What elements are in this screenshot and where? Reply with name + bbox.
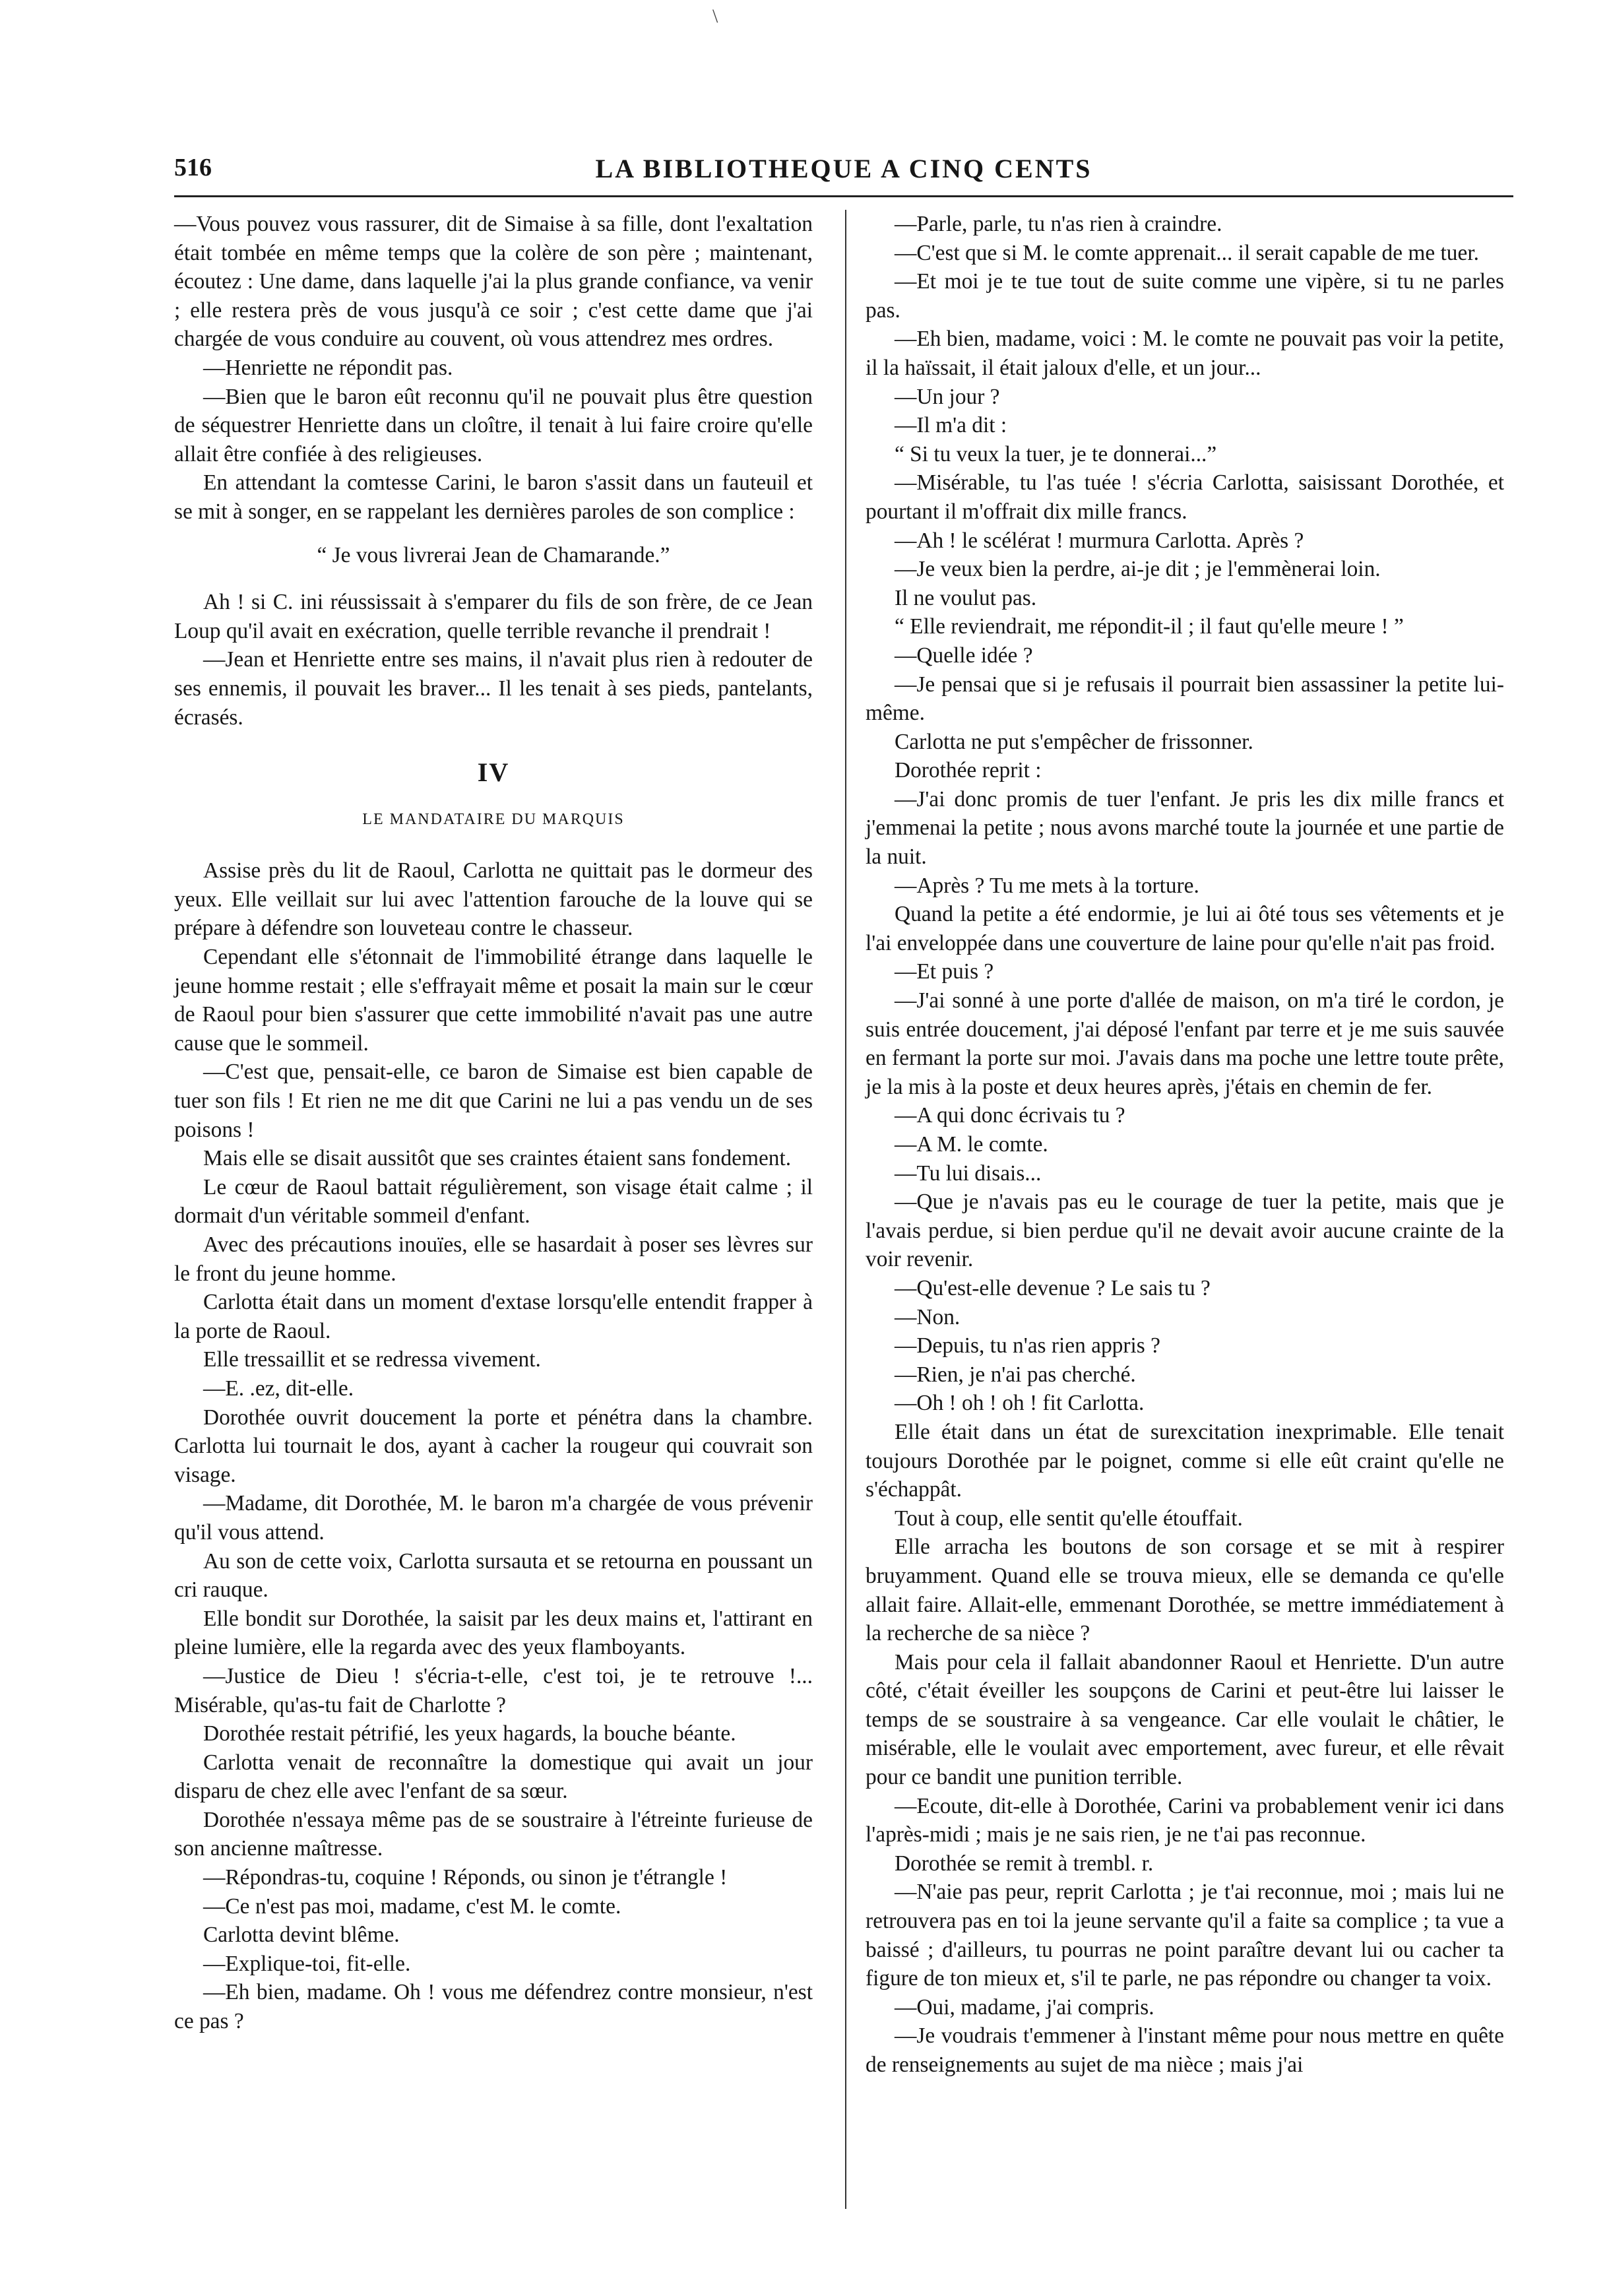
paragraph: Carlotta venait de reconnaître la domestique qui avait un jour disparu de chez elle avec l'enfant de sa sœur. — [174, 1750, 813, 1804]
running-header — [174, 153, 1513, 191]
paragraph: —Tu lui disais... — [895, 1161, 1042, 1186]
paragraph: —J'ai donc promis de tuer l'enfant. Je pris les dix mille francs et j'emmenai la petite ; nous avons marché toute la journée et une partie de la nuit. — [866, 786, 1504, 870]
paragraph: Dorothée ouvrit doucement la porte et pénétra dans la chambre. Carlotta lui tournait le dos, ayant à cacher la rougeur qui couvrait son visage. — [174, 1405, 813, 1487]
paragraph: Carlotta ne put s'empêcher de frissonner. — [895, 729, 1253, 754]
paragraph: Quand la petite a été endormie, je lui ai ôté tous ses vêtements et je l'ai enveloppée dans une couverture de laine pour qu'elle n'ait pas froid. — [866, 902, 1504, 955]
paragraph: Au son de cette voix, Carlotta sursauta et se retourna en poussant un cri rauque. — [174, 1548, 813, 1603]
paragraph: Dorothée reprit : — [895, 758, 1042, 783]
paragraph: Dorothée restait pétrifié, les yeux hagards, la bouche béante. — [203, 1721, 736, 1746]
section-title: LE MANDATAIRE DU MARQUIS — [362, 810, 625, 828]
paragraph: Elle bondit sur Dorothée, la saisit par les deux mains et, l'attirant en pleine lumière, elle la regarda avec des yeux flamboyants. — [174, 1606, 813, 1660]
paragraph: —Henriette ne répondit pas. — [203, 355, 453, 380]
paragraph: —Un jour ? — [895, 384, 1000, 409]
paragraph: —Ah ! le scélérat ! murmura Carlotta. Après ? — [895, 528, 1304, 553]
paragraph: Avec des précautions inouïes, elle se hasardait à poser ses lèvres sur le front du jeune homme. — [174, 1232, 813, 1286]
paragraph: —C'est que, pensait-elle, ce baron de Simaise est bien capable de tuer son fils ! Et rien ne me dit que Carini ne lui a pas vendu un de ses poisons ! — [174, 1060, 813, 1142]
paragraph: —A M. le comte. — [895, 1132, 1048, 1157]
page-number: 516 — [174, 154, 212, 181]
paragraph: “ Si tu veux la tuer, je te donnerai...” — [895, 441, 1217, 466]
paragraph: —Répondras-tu, coquine ! Réponds, ou sinon je t'étrangle ! — [203, 1865, 728, 1890]
paragraph: Il ne voulut pas. — [895, 585, 1037, 610]
paragraph: —Quelle idée ? — [895, 643, 1033, 668]
paragraph: —Il m'a dit : — [895, 413, 1007, 438]
paragraph: —Non. — [895, 1304, 961, 1329]
print-speck: \ — [712, 5, 718, 27]
paragraph: Mais pour cela il fallait abandonner Raoul et Henriette. D'un autre côté, c'était éveiller les soupçons de Carini et peut-être lui laisser le temps de se soustraire à sa vengeance. Car elle voulait le châtier, le misérable, elle le voulait avec emportement, avec fureur, et elle rêvait pour ce bandit une punition terrible. — [866, 1649, 1504, 1790]
paragraph: —Eh bien, madame, voici : M. le comte ne pouvait pas voir la petite, il la haïssait, il était jaloux d'elle, et un jour... — [866, 327, 1504, 380]
paragraph: —Je pensai que si je refusais il pourrait bien assassiner la petite lui-même. — [866, 672, 1504, 726]
paragraph: “ Elle reviendrait, me répondit-il ; il faut qu'elle meure ! ” — [895, 614, 1404, 639]
paragraph: —E. .ez, dit-elle. — [203, 1376, 354, 1401]
paragraph: —Vous pouvez vous rassurer, dit de Simaise à sa fille, dont l'exaltation était tombée en même temps que la colère de son père ; maintenant, écoutez : Une dame, dans laquelle j'ai la plus grande confiance, va venir ; elle restera près de vous jusqu'à ce soir ; c'est cette dame que j'ai chargée de vous conduire au couvent, où vous attendrez mes ordres. — [174, 212, 813, 352]
paragraph: —Je voudrais t'emmener à l'instant même pour nous mettre en quête de renseignements au sujet de ma nièce ; mais j'ai — [866, 2024, 1504, 2077]
paragraph: —A qui donc écrivais tu ? — [895, 1103, 1125, 1128]
paragraph: —Après ? Tu me mets à la torture. — [895, 873, 1199, 898]
paragraph: —N'aie pas peur, reprit Carlotta ; je t'ai reconnue, moi ; mais lui ne retrouvera pas en toi la jeune servante qu'il a faite sa complice ; ta vue a baissé ; d'ailleurs, tu pourras ne point paraître devant lui ou cacher ta figure de ton mieux et, s'il te parle, ne pas répondre ou changer ta voix. — [866, 1880, 1504, 1991]
section-number: IV — [477, 757, 510, 788]
paragraph: Elle arracha les boutons de son corsage et se mit à respirer bruyamment. Quand elle se trouva mieux, elle se demanda ce qu'elle allait faire. Allait-elle, emmenant Dorothée, se mettre immédiatement à la recherche de sa nièce ? — [866, 1535, 1504, 1646]
paragraph: —Depuis, tu n'as rien appris ? — [895, 1333, 1160, 1358]
paragraph: —Oui, madame, j'ai compris. — [895, 1994, 1154, 2020]
paragraph: Dorothée n'essaya même pas de se soustraire à l'étreinte furieuse de son ancienne maîtresse. — [174, 1807, 813, 1861]
paragraph: —Je veux bien la perdre, ai-je dit ; je l'emmènerai loin. — [895, 557, 1381, 582]
paragraph: Ah ! si C. ini réussissait à s'emparer du fils de son frère, de ce Jean Loup qu'il avait en exécration, quelle terrible revanche il prendrait ! — [174, 590, 813, 643]
paragraph: Elle tressaillit et se redressa vivement. — [203, 1347, 541, 1372]
quoted-line: “ Je vous livrerai Jean de Chamarande.” — [317, 542, 670, 567]
paragraph: Tout à coup, elle sentit qu'elle étouffait. — [895, 1506, 1243, 1531]
left-column — [174, 210, 813, 2036]
paragraph: Le cœur de Raoul battait régulièrement, son visage était calme ; il dormait d'un véritable sommeil d'enfant. — [174, 1174, 813, 1228]
paragraph: —Ce n'est pas moi, madame, c'est M. le comte. — [203, 1894, 621, 1919]
paragraph: Carlotta était dans un moment d'extase lorsqu'elle entendit frapper à la porte de Raoul. — [174, 1290, 813, 1343]
header-rule — [174, 195, 1513, 197]
paragraph: —Madame, dit Dorothée, M. le baron m'a chargée de vous prévenir qu'il vous attend. — [174, 1491, 813, 1545]
paragraph: —Que je n'avais pas eu le courage de tuer la petite, mais que je l'avais perdue, si bien perdue qu'il ne devait avoir aucune crainte de la voir revenir. — [866, 1190, 1504, 1272]
paragraph: —Explique-toi, fit-elle. — [203, 1951, 411, 1976]
paragraph: —Qu'est-elle devenue ? Le sais tu ? — [895, 1275, 1211, 1300]
paragraph: —Ecoute, dit-elle à Dorothée, Carini va probablement venir ici dans l'après-midi ; mais je ne sais rien, je ne t'ai pas reconnue. — [866, 1793, 1504, 1847]
paragraph: Cependant elle s'étonnait de l'immobilité étrange dans laquelle le jeune homme restait ; elle s'effrayait même et posait la main sur le cœur de Raoul pour bien s'assurer que cette immobilité n'avait pas une autre cause que le sommeil. — [174, 945, 813, 1056]
paragraph: —Et moi je te tue tout de suite comme une vipère, si tu ne parles pas. — [866, 269, 1504, 323]
paragraph: —Eh bien, madame. Oh ! vous me défendrez contre monsieur, n'est ce pas ? — [174, 1980, 813, 2034]
paragraph: Elle était dans un état de surexcitation inexprimable. Elle tenait toujours Dorothée par le poignet, comme si elle eût craint qu'elle ne s'échappât. — [866, 1419, 1504, 1502]
paragraph: En attendant la comtesse Carini, le baron s'assit dans un fauteuil et se mit à songer, en se rappelant les dernières paroles de son complice : — [174, 470, 813, 524]
running-title: LA BIBLIOTHEQUE A CINQ CENTS — [595, 154, 1092, 183]
paragraph: —Et puis ? — [895, 959, 994, 984]
right-column — [866, 210, 1504, 2080]
paragraph: —Oh ! oh ! oh ! fit Carlotta. — [895, 1391, 1145, 1416]
paragraph: Assise près du lit de Raoul, Carlotta ne quittait pas le dormeur des yeux. Elle veillait sur lui avec l'attention farouche de la louve qui se prépare à défendre son louveteau contre le chasseur. — [174, 858, 813, 941]
paragraph: —Justice de Dieu ! s'écria-t-elle, c'est toi, je te retrouve !... Misérable, qu'as-tu fait de Charlotte ? — [174, 1663, 813, 1717]
paragraph: Carlotta devint blême. — [203, 1923, 400, 1948]
paragraph: —Rien, je n'ai pas cherché. — [895, 1362, 1136, 1387]
paragraph: —Jean et Henriette entre ses mains, il n'avait plus rien à redouter de ses ennemis, il pouvait les braver... Il les tenait à ses pieds, pantelants, écrasés. — [174, 647, 813, 730]
column-divider — [845, 210, 846, 2209]
paragraph: —Misérable, tu l'as tuée ! s'écria Carlotta, saisissant Dorothée, et pourtant il m'offrait dix mille francs. — [866, 470, 1504, 524]
paragraph: —J'ai sonné à une porte d'allée de maison, on m'a tiré le cordon, je suis entrée doucement, j'ai déposé l'enfant par terre et je me suis sauvée en fermant la porte sur moi. J'avais dans ma poche une lettre toute prête, je la mis à la poste et deux heures après, j'étais en chemin de fer. — [866, 988, 1504, 1099]
paragraph: —Bien que le baron eût reconnu qu'il ne pouvait plus être question de séquestrer Henriette dans un cloître, il tenait à lui faire croire qu'elle allait être confiée à des religieuses. — [174, 384, 813, 466]
paragraph: —C'est que si M. le comte apprenait... il serait capable de me tuer. — [895, 240, 1479, 265]
paragraph: Dorothée se remit à trembl. r. — [895, 1851, 1154, 1876]
paragraph: Mais elle se disait aussitôt que ses craintes étaient sans fondement. — [203, 1146, 792, 1171]
paragraph: —Parle, parle, tu n'as rien à craindre. — [895, 212, 1222, 236]
